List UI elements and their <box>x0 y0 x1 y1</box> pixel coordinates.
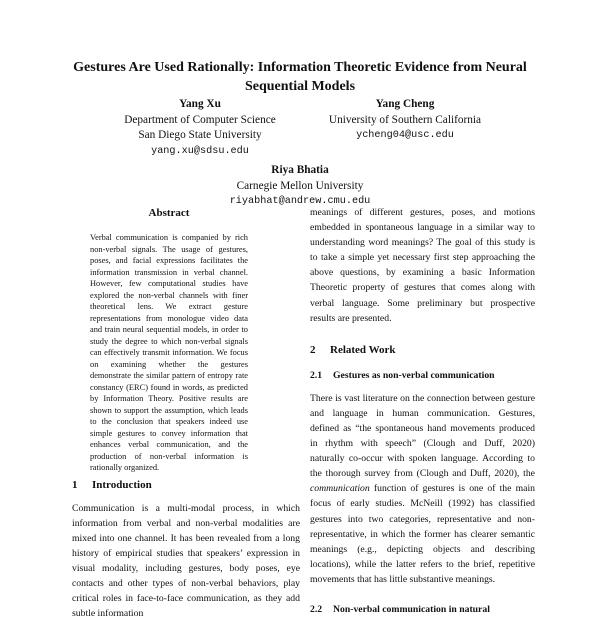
author-block-2 <box>305 97 505 144</box>
author-affiliation: San Diego State University <box>138 129 262 141</box>
section-title: Related Work <box>330 343 396 356</box>
author-email[interactable]: yang.xu@sdsu.edu <box>151 145 249 157</box>
section-number: 1 <box>72 479 78 491</box>
right-column <box>310 205 535 615</box>
author-affiliation: University of Southern California <box>328 113 482 126</box>
introduction-text: Communication is a multi-modal process, in which information from verbal and non-verbal modalities are mixed into one channel. It has been revealed from a long history of empirical studies that speakers’ expression in visual modality, including gestures, body poses, eye contacts and other types of non-verbal behaviors, play critical roles in face-to-face communication, as they add subtle information <box>72 503 300 619</box>
subsection-heading-2-2 <box>310 604 535 615</box>
author-affiliation: Department of Computer Science <box>124 113 276 126</box>
paper-title: Gestures Are Used Rationally: Information Theoretic Evidence from Neural Sequential Models <box>73 60 527 94</box>
related-work-paragraph <box>310 391 535 587</box>
author-affiliation: Carnegie Mellon University <box>236 179 364 192</box>
related-work-heading <box>310 344 535 356</box>
subsection-number: 2.2 <box>310 603 323 615</box>
paragraph-text-cont: function of gestures is one of the main focus of early studies. McNeill (1992) has classified gestures into two categories, representative and non-representative, in which the former has clearer semantic meanings (e.g., depicting objects and describing locations), while the latter refers to the brief, repetitive movements that has little substantive meanings. <box>310 483 536 585</box>
section-number: 2 <box>310 343 316 356</box>
paragraph-text: There is vast literature on the connection between gesture and language in human communication. Gestures, defined as “the spontaneous hand movements produced in rhythm with speech” (Clough and Duff, 2020) naturally co-occur with spoken language. According to the thorough survey from (Clough and Duff, 2020), the <box>310 392 535 480</box>
author-block-1 <box>100 97 300 159</box>
subsection-heading-2-1 <box>310 370 535 381</box>
author-name: Yang Xu <box>179 98 221 110</box>
introduction-heading <box>72 479 300 491</box>
section-title: Introduction <box>92 479 152 491</box>
abstract-section <box>90 207 248 474</box>
author-block-3 <box>180 163 420 210</box>
author-name: Yang Cheng <box>375 98 435 110</box>
subsection-number: 2.1 <box>310 369 323 381</box>
emphasized-term: communication <box>310 483 370 495</box>
abstract-heading: Abstract <box>148 207 190 219</box>
introduction-continued-text: meanings of different gestures, poses, and motions embedded in spontaneous language in a similar way to understanding word meanings? The goal of this study is to take a simple yet necessary first step approaching the above questions, by examining a basic Information Theoretic property of gestures that comes along with verbal language. Some preliminary but prospective results are presented. <box>310 207 535 324</box>
abstract-text: Verbal communication is companied by rich non-verbal signals. The usage of gestures, poses, and facial expressions facilitates the information transmission in verbal channel. However, few computational studies have explored the non-verbal channels with finer theoretical lens. We extract gesture representations from monologue video data and train neural sequential models, in order to study the degree to which non-verbal signals can effectively transmit information. We focus on examining whether the gestures demonstrate the similar pattern of entropy rate constancy (ERC) found in words, as predicted by Information Theory. Positive results are shown to support the assumption, which leads to the conclusion that speakers indeed use simple gestures to convey information that enhances verbal communication, and the production of non-verbal information is rationally organized. <box>90 233 248 472</box>
author-email[interactable]: riyabhat@andrew.cmu.edu <box>229 196 371 207</box>
author-name: Riya Bhatia <box>271 164 329 176</box>
subsection-title: Gestures as non-verbal communication <box>333 369 495 381</box>
subsection-title: Non-verbal communication in natural <box>333 603 490 615</box>
author-email[interactable]: ycheng04@usc.edu <box>356 130 454 141</box>
